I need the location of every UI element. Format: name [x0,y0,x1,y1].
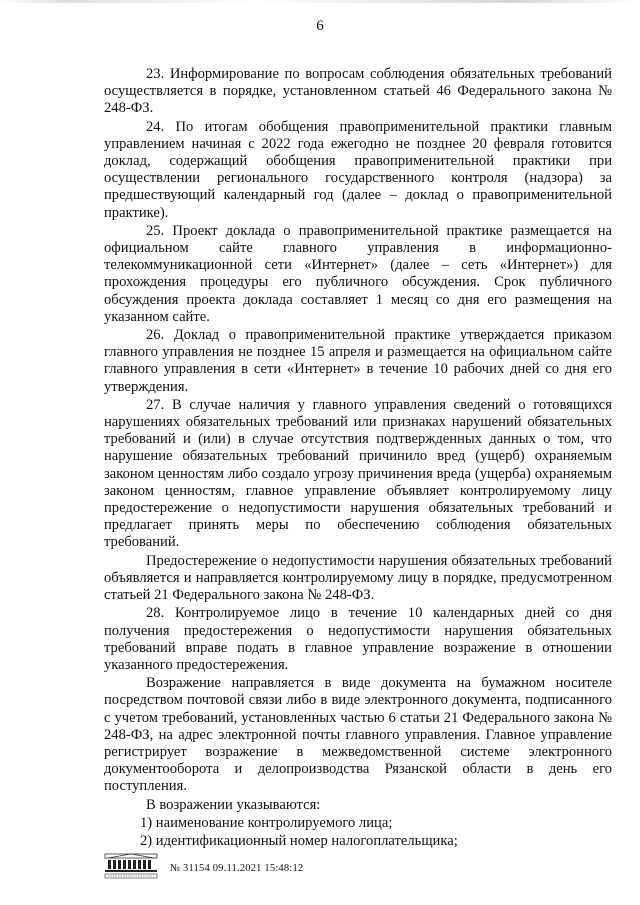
paragraph-objection: Возражение направляется в виде документа на бумажном носителе посредством почтовой связи либо в виде электронного документа, подписанного с учетом требований, установленных частью 6 статьи 21 Федерального закона № 248-ФЗ, на адрес электронной почты главного управления. Главное управление регистрирует возражение в межведомственной системе электронного документооборота и делопроизводства Рязанской области в день его поступления. [104,675,612,795]
document-body [104,66,612,850]
document-footer [102,852,522,882]
list-item-2: 2) идентификационный номер налогоплательщика; [140,832,458,849]
paragraph-27: 27. В случае наличия у главного управления сведений о готовящихся нарушениях обязательных требований или признаках нарушений обязательных требований и (или) в случае отсутствия подтвержденных данных о том, что нарушение обязательных требований причинило вред (ущерб) охраняемым законом ценностям либо создало угрозу причинения вреда (ущерба) охраняемым законом ценностям, главное управление объявляет контролируемому лицу предостережение о недопустимости нарушения обязательных требований и предлагает принять меры по обеспечению соблюдения обязательных требований. [104,396,612,551]
paragraph-objection-contents: В возражении указываются: [146,796,321,813]
page-number: 6 [316,18,324,34]
paragraph-25: 25. Проект доклада о правоприменительной практике размещается на официальном сайте главного управления в информационно-телекоммуникационной сети «Интернет» (далее – сеть «Интернет») для прохождения процедуры его публичного обсуждения. Срок публичного обсуждения проекта доклада составляет 1 месяц со дня его размещения на указанном сайте. [104,222,612,325]
registration-number: № 31154 09.11.2021 15:48:12 [170,863,304,874]
registry-stamp-icon [102,852,162,880]
scan-artifact-line [0,0,640,3]
paragraph-warning: Предостережение о недопустимости нарушения обязательных требований объявляется и направляется контролируемому лицу в порядке, предусмотренном статьей 21 Федерального закона № 248-ФЗ. [104,552,612,604]
paragraph-26: 26. Доклад о правоприменительной практике утверждается приказом главного управления не позднее 15 апреля и размещается на официальном сайте главного управления в сети «Интернет» в течение 10 рабочих дней со дня его утверждения. [104,327,612,395]
paragraph-28: 28. Контролируемое лицо в течение 10 календарных дней со дня получения предостережения о недопустимости нарушения обязательных требований вправе подать в главное управление возражение в отношении указанного предостережения. [104,605,612,673]
paragraph-23: 23. Информирование по вопросам соблюдения обязательных требований осуществляется в порядке, установленном статьей 46 Федерального закона № 248-ФЗ. [104,66,612,117]
list-item-1: 1) наименование контролируемого лица; [140,814,393,831]
paragraph-24: 24. По итогам обобщения правоприменительной практики главным управлением начиная с 2022 года ежегодно не позднее 20 февраля готовится доклад, содержащий обобщения правоприменительной практики при осуществлении регионального государственного контроля (надзора) за предшествующий календарный год (далее – доклад о правоприменительной практике). [104,118,612,221]
